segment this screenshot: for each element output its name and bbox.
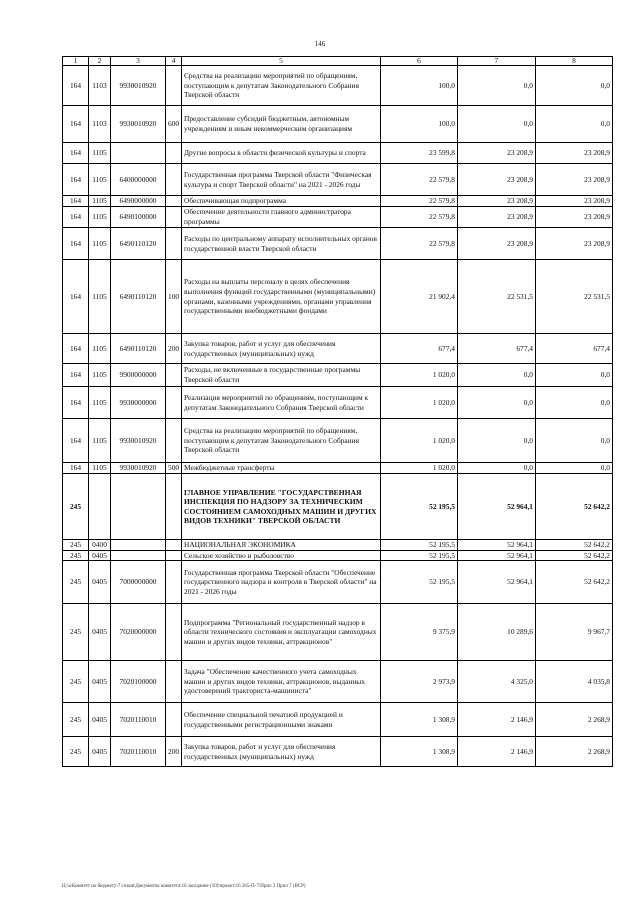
cell-amount-year2: 23 208,9 xyxy=(458,143,536,164)
cell-grbs: 164 xyxy=(63,207,89,228)
footer-path: Ц:\a\Комитет по бюджету\7 созыв\Документы комитета\16 заседание (10)\проект\16 265-П-7\Прил 3 Прил 7 (ВСР) xyxy=(62,884,306,889)
table-row xyxy=(63,474,613,540)
cell-expense-type xyxy=(166,387,182,419)
cell-section: 1105 xyxy=(89,387,111,419)
cell-target-article: 9930000000 xyxy=(111,387,166,419)
cell-expense-type xyxy=(166,207,182,228)
cell-amount-year1: 1 020,0 xyxy=(381,387,458,419)
cell-amount-year3: 52 642,2 xyxy=(536,540,613,551)
cell-target-article: 7020110010 xyxy=(111,737,166,767)
cell-grbs: 245 xyxy=(63,474,89,540)
cell-grbs: 164 xyxy=(63,260,89,334)
cell-expense-type xyxy=(166,474,182,540)
cell-amount-year1: 22 579,8 xyxy=(381,228,458,260)
cell-grbs: 164 xyxy=(63,364,89,387)
cell-amount-year1: 1 308,9 xyxy=(381,737,458,767)
cell-expense-type xyxy=(166,143,182,164)
cell-description: Обеспечение специальной печатной продукцией и государственными регистрационными знаками xyxy=(182,703,381,737)
cell-amount-year1: 52 195,5 xyxy=(381,550,458,561)
cell-expense-type xyxy=(166,196,182,207)
cell-target-article: 9930010920 xyxy=(111,419,166,463)
cell-amount-year3: 0,0 xyxy=(536,387,613,419)
cell-section: 1105 xyxy=(89,196,111,207)
cell-expense-type: 100 xyxy=(166,260,182,334)
cell-target-article: 6490000000 xyxy=(111,196,166,207)
cell-amount-year3: 2 268,9 xyxy=(536,737,613,767)
cell-amount-year3: 9 967,7 xyxy=(536,604,613,661)
cell-amount-year3: 0,0 xyxy=(536,66,613,106)
cell-section: 0405 xyxy=(89,703,111,737)
cell-amount-year3: 52 642,2 xyxy=(536,550,613,561)
cell-amount-year3: 4 035,8 xyxy=(536,661,613,703)
cell-amount-year1: 52 195,5 xyxy=(381,540,458,551)
table-row xyxy=(63,419,613,463)
cell-section: 1105 xyxy=(89,228,111,260)
cell-amount-year2: 52 964,1 xyxy=(458,561,536,604)
cell-amount-year2: 52 964,1 xyxy=(458,540,536,551)
cell-grbs: 164 xyxy=(63,196,89,207)
cell-description: Расходы на выплаты персоналу в целях обеспечения выполнения функций государственными (муниципальными) органами, казенными учреждениями, органами управления государственными внебюджетными фондами xyxy=(182,260,381,334)
cell-grbs: 245 xyxy=(63,561,89,604)
cell-grbs: 245 xyxy=(63,703,89,737)
cell-description: Средства на реализацию мероприятий по обращениям, поступающим к депутатам Законодательного Собрания Тверской области xyxy=(182,419,381,463)
cell-section: 1105 xyxy=(89,207,111,228)
cell-amount-year1: 21 902,4 xyxy=(381,260,458,334)
cell-target-article: 6490110120 xyxy=(111,260,166,334)
cell-target-article: 7020110010 xyxy=(111,703,166,737)
cell-target-article xyxy=(111,143,166,164)
cell-description: Государственная программа Тверской области "Физическая культура и спорт Тверской области" на 2021 - 2026 годы xyxy=(182,164,381,196)
cell-target-article: 6490100000 xyxy=(111,207,166,228)
table-row xyxy=(63,604,613,661)
cell-amount-year3: 23 208,9 xyxy=(536,207,613,228)
cell-amount-year3: 2 268,9 xyxy=(536,703,613,737)
cell-expense-type: 600 xyxy=(166,106,182,143)
column-header: 8 xyxy=(536,57,613,66)
cell-grbs: 164 xyxy=(63,106,89,143)
cell-amount-year2: 0,0 xyxy=(458,419,536,463)
cell-amount-year1: 677,4 xyxy=(381,334,458,364)
cell-grbs: 164 xyxy=(63,334,89,364)
cell-amount-year2: 0,0 xyxy=(458,463,536,474)
table-row xyxy=(63,661,613,703)
cell-description: Подпрограмма "Региональный государственный надзор в области технического состояния и эксплуатации самоходных машин и других видов техники, аттракционов" xyxy=(182,604,381,661)
cell-description: Закупка товаров, работ и услуг для обеспечения государственных (муниципальных) нужд xyxy=(182,334,381,364)
cell-amount-year3: 0,0 xyxy=(536,463,613,474)
column-header: 1 xyxy=(63,57,89,66)
cell-section: 1105 xyxy=(89,334,111,364)
cell-description: Задача "Обеспечение качественного учета самоходных машин и других видов техники, аттракционов, выданных удостоверений тракториста-машиниста" xyxy=(182,661,381,703)
table-row xyxy=(63,228,613,260)
cell-target-article: 7020000000 xyxy=(111,604,166,661)
cell-expense-type xyxy=(166,364,182,387)
cell-amount-year1: 22 579,8 xyxy=(381,207,458,228)
cell-section: 1103 xyxy=(89,106,111,143)
header-row xyxy=(63,57,613,66)
cell-expense-type xyxy=(166,703,182,737)
cell-section: 1105 xyxy=(89,419,111,463)
cell-description: Предоставление субсидий бюджетным, автономным учреждениям и иным некоммерческим организациям xyxy=(182,106,381,143)
cell-expense-type xyxy=(166,550,182,561)
cell-target-article: 7020100000 xyxy=(111,661,166,703)
column-header: 7 xyxy=(458,57,536,66)
table-row xyxy=(63,550,613,561)
cell-grbs: 164 xyxy=(63,164,89,196)
cell-grbs: 164 xyxy=(63,387,89,419)
cell-amount-year2: 23 208,9 xyxy=(458,164,536,196)
cell-grbs: 164 xyxy=(63,143,89,164)
cell-description: ГЛАВНОЕ УПРАВЛЕНИЕ "ГОСУДАРСТВЕННАЯ ИНСПЕКЦИЯ ПО НАДЗОРУ ЗА ТЕХНИЧЕСКИМ СОСТОЯНИЕМ САМОХОДНЫХ МАШИН И ДРУГИХ ВИДОВ ТЕХНИКИ" ТВЕРСКОЙ ОБЛАСТИ xyxy=(182,474,381,540)
cell-description: Реализация мероприятий по обращениям, поступающим к депутатам Законодательного Собрания Тверской области xyxy=(182,387,381,419)
cell-description: Другие вопросы в области физической культуры и спорта xyxy=(182,143,381,164)
cell-description: Расходы, не включенные в государственные программы Тверской области xyxy=(182,364,381,387)
cell-description: Межбюджетные трансферты xyxy=(182,463,381,474)
cell-target-article: 9930010920 xyxy=(111,106,166,143)
cell-grbs: 245 xyxy=(63,540,89,551)
cell-description: Расходы по центральному аппарату исполнительных органов государственной власти Тверской области xyxy=(182,228,381,260)
cell-amount-year3: 677,4 xyxy=(536,334,613,364)
cell-amount-year1: 1 020,0 xyxy=(381,364,458,387)
cell-amount-year2: 0,0 xyxy=(458,106,536,143)
cell-amount-year3: 52 642,2 xyxy=(536,474,613,540)
cell-expense-type xyxy=(166,604,182,661)
page-number: 146 xyxy=(314,40,326,48)
cell-amount-year1: 22 579,8 xyxy=(381,164,458,196)
table-row xyxy=(63,334,613,364)
cell-description: Сельское хозяйство и рыболовство xyxy=(182,550,381,561)
cell-expense-type: 500 xyxy=(166,463,182,474)
cell-amount-year2: 23 208,9 xyxy=(458,196,536,207)
cell-expense-type xyxy=(166,661,182,703)
cell-target-article xyxy=(111,550,166,561)
cell-grbs: 245 xyxy=(63,737,89,767)
table-row xyxy=(63,737,613,767)
cell-target-article: 7000000000 xyxy=(111,561,166,604)
column-header: 4 xyxy=(166,57,182,66)
column-header: 2 xyxy=(89,57,111,66)
cell-section xyxy=(89,474,111,540)
cell-amount-year2: 0,0 xyxy=(458,66,536,106)
cell-amount-year2: 0,0 xyxy=(458,387,536,419)
cell-amount-year3: 0,0 xyxy=(536,106,613,143)
column-header: 6 xyxy=(381,57,458,66)
cell-grbs: 164 xyxy=(63,66,89,106)
cell-amount-year1: 52 195,5 xyxy=(381,474,458,540)
cell-target-article: 6400000000 xyxy=(111,164,166,196)
cell-description: Обеспечивающая подпрограмма xyxy=(182,196,381,207)
cell-amount-year2: 23 208,9 xyxy=(458,228,536,260)
cell-section: 0400 xyxy=(89,540,111,551)
budget-table xyxy=(62,56,613,767)
cell-description: Государственная программа Тверской области "Обеспечение государственного надзора и контроля в Тверской области" на 2021 - 2026 годы xyxy=(182,561,381,604)
cell-expense-type xyxy=(166,228,182,260)
cell-amount-year1: 2 973,9 xyxy=(381,661,458,703)
cell-amount-year3: 23 208,9 xyxy=(536,228,613,260)
cell-amount-year3: 23 208,9 xyxy=(536,143,613,164)
cell-amount-year2: 23 208,9 xyxy=(458,207,536,228)
cell-section: 1105 xyxy=(89,463,111,474)
cell-section: 0405 xyxy=(89,604,111,661)
cell-expense-type xyxy=(166,561,182,604)
table-row xyxy=(63,561,613,604)
cell-grbs: 245 xyxy=(63,604,89,661)
cell-target-article xyxy=(111,474,166,540)
table-row xyxy=(63,106,613,143)
cell-description: НАЦИОНАЛЬНАЯ ЭКОНОМИКА xyxy=(182,540,381,551)
cell-amount-year3: 23 208,9 xyxy=(536,196,613,207)
table-body xyxy=(63,66,613,767)
cell-amount-year1: 23 599,8 xyxy=(381,143,458,164)
cell-amount-year2: 52 964,1 xyxy=(458,474,536,540)
cell-description: Средства на реализацию мероприятий по обращениям, поступающим к депутатам Законодательного Собрания Тверской области xyxy=(182,66,381,106)
cell-grbs: 164 xyxy=(63,419,89,463)
cell-amount-year1: 22 579,8 xyxy=(381,196,458,207)
cell-expense-type xyxy=(166,540,182,551)
cell-amount-year3: 23 208,9 xyxy=(536,164,613,196)
cell-target-article: 6490110120 xyxy=(111,228,166,260)
cell-target-article: 9930010920 xyxy=(111,463,166,474)
cell-section: 0405 xyxy=(89,661,111,703)
cell-amount-year2: 0,0 xyxy=(458,364,536,387)
cell-amount-year2: 2 146,9 xyxy=(458,737,536,767)
cell-expense-type xyxy=(166,66,182,106)
cell-amount-year2: 10 289,6 xyxy=(458,604,536,661)
cell-amount-year1: 1 308,9 xyxy=(381,703,458,737)
cell-target-article: 9900000000 xyxy=(111,364,166,387)
cell-section: 1105 xyxy=(89,260,111,334)
table-row xyxy=(63,260,613,334)
cell-expense-type xyxy=(166,419,182,463)
table-row xyxy=(63,66,613,106)
cell-amount-year3: 0,0 xyxy=(536,364,613,387)
cell-section: 0405 xyxy=(89,550,111,561)
table-row xyxy=(63,207,613,228)
cell-target-article: 9930010920 xyxy=(111,66,166,106)
table-row xyxy=(63,387,613,419)
cell-grbs: 164 xyxy=(63,228,89,260)
cell-expense-type: 200 xyxy=(166,334,182,364)
table-row xyxy=(63,540,613,551)
cell-section: 1105 xyxy=(89,143,111,164)
cell-amount-year2: 677,4 xyxy=(458,334,536,364)
column-header: 5 xyxy=(182,57,381,66)
cell-section: 1103 xyxy=(89,66,111,106)
cell-section: 1105 xyxy=(89,164,111,196)
table-row xyxy=(63,196,613,207)
cell-amount-year1: 9 375,9 xyxy=(381,604,458,661)
cell-amount-year2: 52 964,1 xyxy=(458,550,536,561)
cell-amount-year1: 1 020,0 xyxy=(381,463,458,474)
cell-amount-year2: 22 531,5 xyxy=(458,260,536,334)
cell-amount-year3: 52 642,2 xyxy=(536,561,613,604)
cell-target-article xyxy=(111,540,166,551)
cell-section: 0405 xyxy=(89,737,111,767)
cell-amount-year2: 2 146,9 xyxy=(458,703,536,737)
table-row xyxy=(63,143,613,164)
cell-target-article: 6490110120 xyxy=(111,334,166,364)
cell-expense-type xyxy=(166,164,182,196)
table-row xyxy=(63,463,613,474)
cell-section: 0405 xyxy=(89,561,111,604)
cell-amount-year1: 100,0 xyxy=(381,106,458,143)
cell-grbs: 245 xyxy=(63,661,89,703)
cell-amount-year3: 22 531,5 xyxy=(536,260,613,334)
cell-grbs: 164 xyxy=(63,463,89,474)
cell-description: Закупка товаров, работ и услуг для обеспечения государственных (муниципальных) нужд xyxy=(182,737,381,767)
cell-amount-year1: 52 195,5 xyxy=(381,561,458,604)
cell-grbs: 245 xyxy=(63,550,89,561)
cell-expense-type: 200 xyxy=(166,737,182,767)
table-row xyxy=(63,703,613,737)
cell-amount-year2: 4 325,0 xyxy=(458,661,536,703)
table-row xyxy=(63,164,613,196)
table-row xyxy=(63,364,613,387)
cell-description: Обеспечение деятельности главного администратора программы xyxy=(182,207,381,228)
column-header: 3 xyxy=(111,57,166,66)
cell-amount-year1: 1 020,0 xyxy=(381,419,458,463)
cell-amount-year3: 0,0 xyxy=(536,419,613,463)
cell-amount-year1: 100,0 xyxy=(381,66,458,106)
cell-section: 1105 xyxy=(89,364,111,387)
